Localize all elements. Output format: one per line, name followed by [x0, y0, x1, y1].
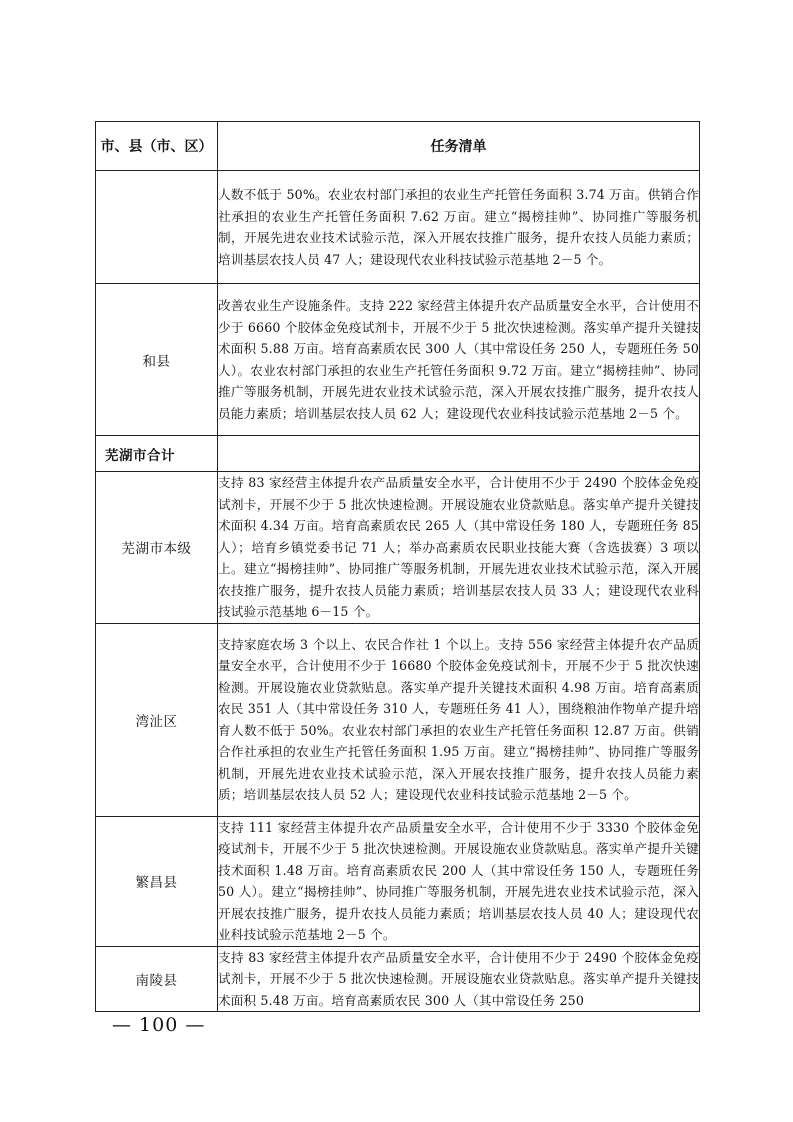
table-row	[96, 284, 700, 436]
region-cell: 和县	[96, 284, 218, 436]
task-cell: 支持 83 家经营主体提升农产品质量安全水平，合计使用不少于 2490 个胶体金免疫试剂卡，开展不少于 5 批次快速检测。开展设施农业贷款贴息。落实单产提升关键技术面积 4.34 万亩。培育高素质农民 265 人（其中常设任务 180 人，专题班任务 85 人）；培育乡镇党委书记 71 人；举办高素质农民职业技能大赛（含选拔赛）3 项以上。建立“揭榜挂帅”、协同推广等服务机制，开展先进农业技术试验示范，深入开展农技推广服务，提升农技人员能力素质；培训基层农技人员 33 人；建设现代农业科技试验示范基地 6－15 个。	[218, 472, 700, 624]
header-task-list: 任务清单	[218, 122, 700, 171]
table-header-row	[96, 122, 700, 171]
page-number: — 100 —	[112, 1014, 206, 1036]
task-cell: 人数不低于 50%。农业农村部门承担的农业生产托管任务面积 3.74 万亩。供销合作社承担的农业生产托管任务面积 7.62 万亩。建立“揭榜挂帅”、协同推广等服务机制，开展先进农业技术试验示范，深入开展农技推广服务，提升农技人员能力素质；培训基层农技人员 47 人；建设现代农业科技试验示范基地 2－5 个。	[218, 171, 700, 284]
task-cell: 支持家庭农场 3 个以上、农民合作社 1 个以上。支持 556 家经营主体提升农产品质量安全水平，合计使用不少于 16680 个胶体金免疫试剂卡，开展不少于 5 批次快速检测。开展设施农业贷款贴息。落实单产提升关键技术面积 4.98 万亩。培育高素质农民 351 人（其中常设任务 310 人，专题班任务 41 人），围绕粮油作物单产提升培育人数不低于 50%。农业农村部门承担的农业生产托管任务面积 12.87 万亩。供销合作社承担的农业生产托管任务面积 1.95 万亩。建立“揭榜挂帅”、协同推广等服务机制，开展先进农业技术试验示范，深入开展农技推广服务，提升农技人员能力素质；培训基层农技人员 52 人；建设现代农业科技试验示范基地 2－5 个。	[218, 623, 700, 816]
task-cell: 支持 111 家经营主体提升农产品质量安全水平，合计使用不少于 3330 个胶体金免疫试剂卡，开展不少于 5 批次快速检测。开展设施农业贷款贴息。落实单产提升关键技术面积 1.48 万亩。培育高素质农民 200 人（其中常设任务 150 人，专题班任务 50 人）。建立“揭榜挂帅”、协同推广等服务机制，开展先进农业技术试验示范，深入开展农技推广服务，提升农技人员能力素质；培训基层农技人员 40 人；建设现代农业科技试验示范基地 2－5 个。	[218, 816, 700, 946]
table-row	[96, 171, 700, 284]
task-table	[95, 121, 700, 1012]
region-cell: 芜湖市本级	[96, 472, 218, 624]
table-row	[96, 436, 700, 472]
region-cell: 繁昌县	[96, 816, 218, 946]
header-region: 市、县（市、区）	[96, 122, 218, 171]
table-row	[96, 623, 700, 816]
region-cell: 湾沚区	[96, 623, 218, 816]
task-cell: 改善农业生产设施条件。支持 222 家经营主体提升农产品质量安全水平，合计使用不少于 6660 个胶体金免疫试剂卡，开展不少于 5 批次快速检测。落实单产提升关键技术面积 5.88 万亩。培育高素质农民 300 人（其中常设任务 250 人，专题班任务 50 人）。农业农村部门承担的农业生产托管任务面积 9.72 万亩。建立“揭榜挂帅”、协同推广等服务机制，开展先进农业技术试验示范，深入开展农技推广服务，提升农技人员能力素质；培训基层农技人员 62 人；建设现代农业科技试验示范基地 2－5 个。	[218, 284, 700, 436]
task-cell: 支持 83 家经营主体提升农产品质量安全水平，合计使用不少于 2490 个胶体金免疫试剂卡，开展不少于 5 批次快速检测。开展设施农业贷款贴息。落实单产提升关键技术面积 5.48 万亩。培育高素质农民 300 人（其中常设任务 250	[218, 946, 700, 1012]
region-cell	[96, 171, 218, 284]
region-cell: 南陵县	[96, 946, 218, 1012]
region-cell-total: 芜湖市合计	[96, 436, 218, 472]
table-row	[96, 946, 700, 1012]
table-row	[96, 472, 700, 624]
table-row	[96, 816, 700, 946]
task-cell	[218, 436, 700, 472]
